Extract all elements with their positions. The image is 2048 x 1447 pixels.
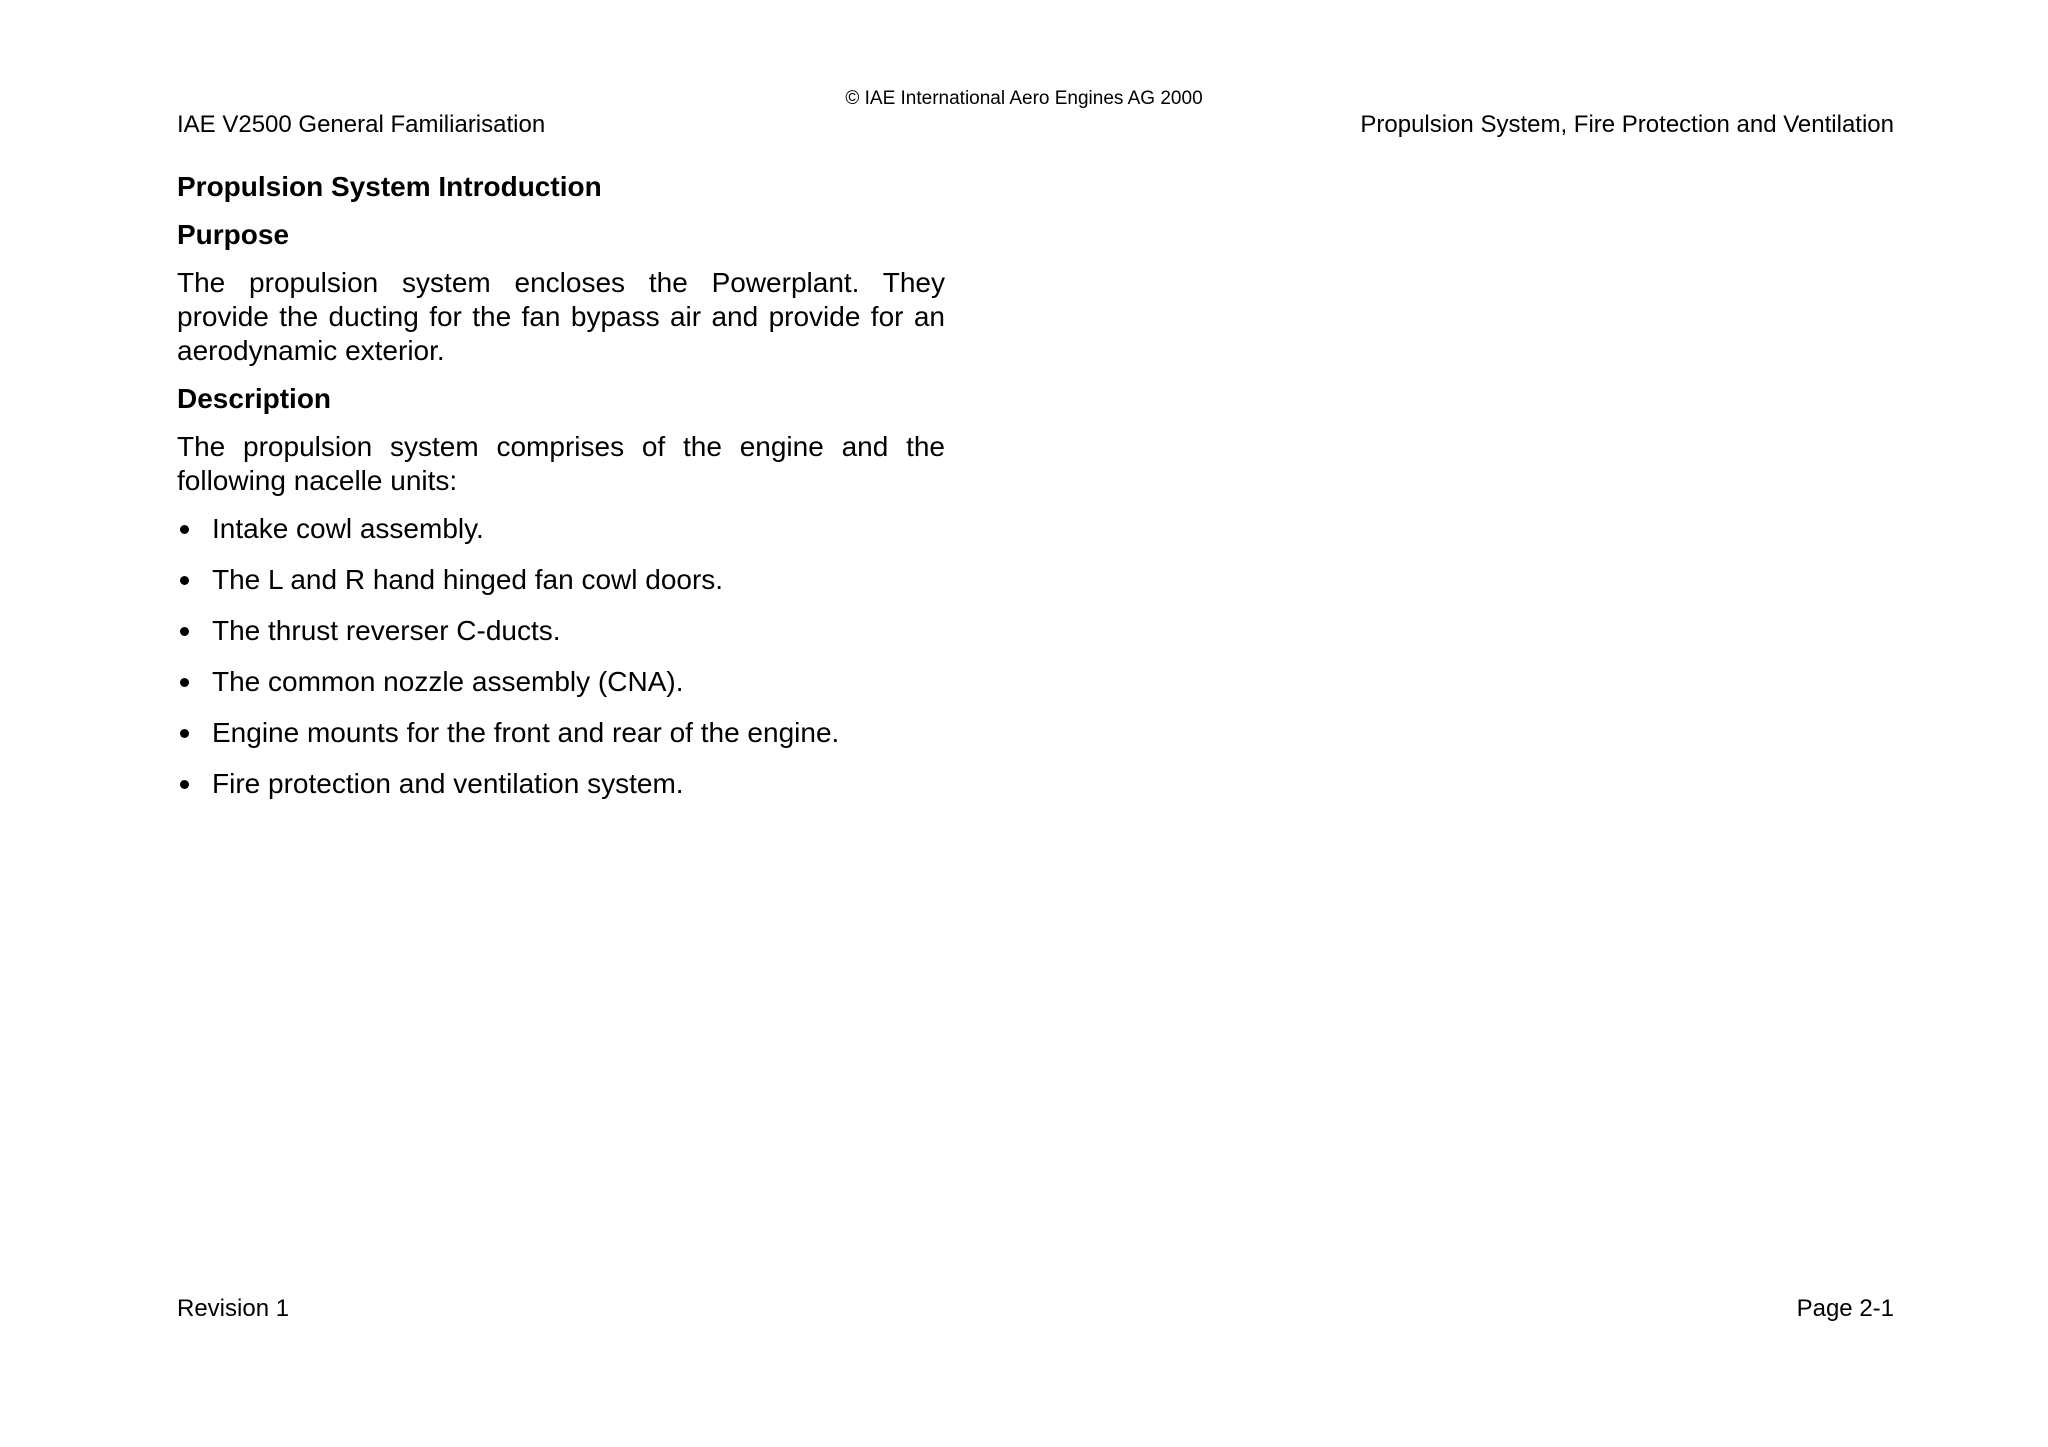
list-item <box>177 767 945 801</box>
nacelle-units-list <box>177 512 945 801</box>
list-item-text: The common nozzle assembly (CNA). <box>212 666 684 697</box>
purpose-paragraph: The propulsion system encloses the Powerplant. They provide the ducting for the fan bypass air and provide for an aerodynamic exterior. <box>177 267 945 366</box>
bullet-icon <box>180 729 189 738</box>
list-item <box>177 563 945 597</box>
list-item <box>177 512 945 546</box>
bullet-icon <box>180 576 189 585</box>
description-heading: Description <box>177 383 332 414</box>
list-item <box>177 665 945 699</box>
list-item <box>177 614 945 648</box>
list-item-text: Intake cowl assembly. <box>212 513 484 544</box>
description-paragraph: The propulsion system comprises of the engine and the following nacelle units: <box>177 431 945 496</box>
list-item-text: The L and R hand hinged fan cowl doors. <box>212 564 724 595</box>
list-item-text: Fire protection and ventilation system. <box>212 768 684 799</box>
document-title-header: IAE V2500 General Familiarisation <box>177 111 546 138</box>
bullet-icon <box>180 780 189 789</box>
copyright-notice: © IAE International Aero Engines AG 2000 <box>845 88 1203 109</box>
page-number: Page 2-1 <box>1796 1295 1894 1322</box>
bullet-icon <box>180 678 189 687</box>
purpose-heading: Purpose <box>177 219 290 250</box>
list-item-text: Engine mounts for the front and rear of the engine. <box>212 717 840 748</box>
bullet-icon <box>180 525 189 534</box>
revision-label: Revision 1 <box>177 1295 290 1322</box>
list-item-text: The thrust reverser C-ducts. <box>212 615 561 646</box>
page-content <box>177 170 945 818</box>
chapter-title-header: Propulsion System, Fire Protection and Ventilation <box>1360 111 1894 138</box>
list-item <box>177 716 945 750</box>
bullet-icon <box>180 627 189 636</box>
section-title: Propulsion System Introduction <box>177 171 602 202</box>
